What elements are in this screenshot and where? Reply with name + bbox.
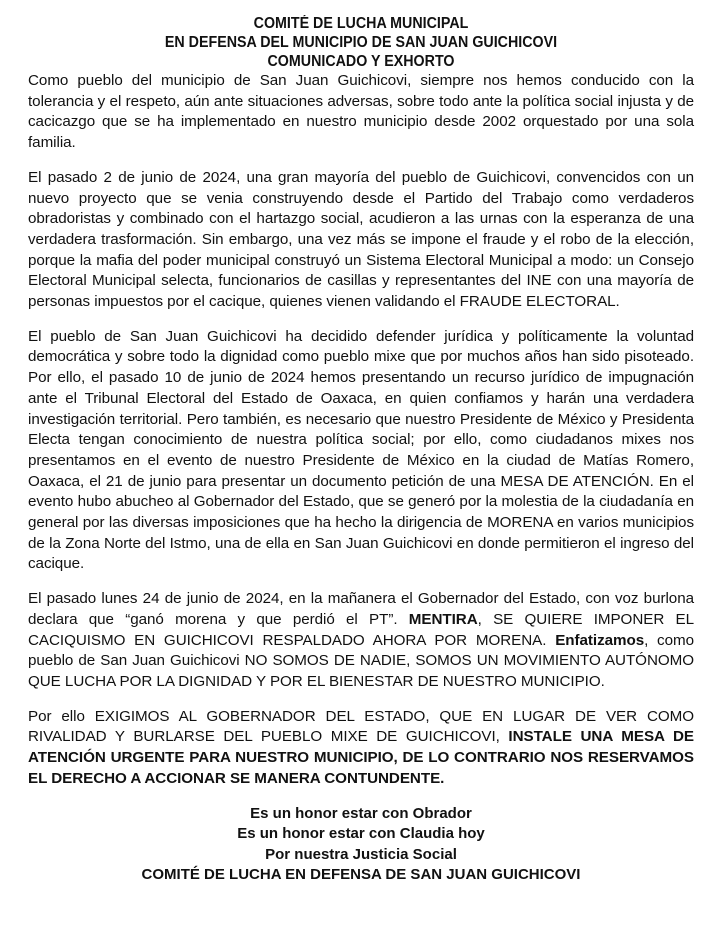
paragraph-defense: El pueblo de San Juan Guichicovi ha decidido defender jurídica y políticamente la voluntad democrática y sobre todo la dignidad como pueblo mixe que por muchos años han sido pisoteado. Por ello, el pasado 10 de junio de 2024 hemos presentando un recurso jurídico de impugnación ante el Tribunal Electoral del Estado de Oaxaca, en quien confiamos y harán una verdadera investigación territorial. Pero también, es necesario que nuestro Presidente de México y Presidenta Electa tengan conocimiento de nuestra política social; por ello, como ciudadanos mixes nos presentamos en el evento de nuestro Presidente de México en la ciudad de Matías Romero, Oaxaca, el 21 de junio para presentar un documento petición de una MESA DE ATENCIÓN. En el evento hubo abucheo al Gobernador del Estado, que se generó por la molestia de la ciudadanía en general por las diversas imposiciones que ha hecho la dirigencia de MORENA en varios municipios de la Zona Norte del Istmo, una de ella en San Juan Guichicovi en donde permitieron el ingreso del cacique. bbox=[28, 327, 694, 573]
paragraph-election: El pasado 2 de junio de 2024, una gran mayoría del pueblo de Guichicovi, convencidos con un nuevo proyecto que se venia construyendo desde el Partido del Trabajo como verdaderos obradoristas y combinado con el hartazgo social, acudieron a las urnas con la esperanza de una verdadera trasformación. Sin embargo, una vez más se impone el fraude y el robo de la elección, porque la mafia del poder municipal construyó un Sistema Electoral Municipal a modo: un Consejo Electoral Municipal selecta, funcionarios de casillas y representantes del INE con una mayoría de personas impuestos por el cacique, quienes vienen validando el FRAUDE ELECTORAL. bbox=[28, 168, 694, 311]
header-communique: COMUNICADO Y EXHORTO bbox=[267, 53, 455, 70]
paragraph-governor-text-a: El pasado lunes 24 de junio de 2024, en la mañanera el Gobernador del Estado, con voz burlona declara que “ganó morena y que perdió el PT”. bbox=[28, 590, 694, 628]
enfatizamos-emphasis: Enfatizamos bbox=[555, 631, 645, 649]
paragraph-governor-text-e: , como pueblo de San Juan Guichicovi NO SOMOS DE NADIE, SOMOS UN MOVIMIENTO AUTÓNOMO QUE LUCHA POR LA DIGNIDAD Y POR EL BIENESTAR DE NUESTRO MUNICIPIO. bbox=[28, 631, 694, 690]
paragraph-intro: Como pueblo del municipio de San Juan Guichicovi, siempre nos hemos conducido con la tolerancia y el respeto, aún ante situaciones adversas, sobre todo ante la política social injusta y de cacicazgo que se ha implementado en nuestro municipio desde 2002 orquestado por una sola familia. bbox=[28, 72, 694, 152]
mentira-emphasis: MENTIRA bbox=[408, 610, 478, 628]
closing-block bbox=[28, 804, 694, 886]
paragraph-governor-text-c: , SE QUIERE IMPONER EL CACIQUISMO EN GUICHICOVI RESPALDADO AHORA POR MORENA. bbox=[28, 610, 694, 649]
paragraph-governor bbox=[28, 589, 694, 693]
paragraph-demand bbox=[28, 707, 694, 790]
header-committee: COMITÉ DE LUCHA MUNICIPAL bbox=[253, 15, 469, 32]
header-defense: EN DEFENSA DEL MUNICIPIO DE SAN JUAN GUICHICOVI bbox=[164, 34, 558, 51]
document bbox=[28, 14, 694, 886]
closing-signature: COMITÉ DE LUCHA EN DEFENSA DE SAN JUAN GUICHICOVI bbox=[141, 866, 581, 883]
closing-line-justicia: Por nuestra Justicia Social bbox=[265, 845, 457, 863]
demand-emphasis: INSTALE UNA MESA DE ATENCIÓN URGENTE PARA NUESTRO MUNICIPIO, DE LO CONTRARIO NOS RESERVAMOS EL DERECHO A ACCIONAR SE MANERA CONTUNDENTE. bbox=[28, 728, 694, 787]
document-header bbox=[55, 14, 668, 71]
closing-line-claudia: Es un honor estar con Claudia hoy bbox=[237, 825, 485, 842]
paragraph-demand-text-a: Por ello EXIGIMOS AL GOBERNADOR DEL ESTADO, QUE EN LUGAR DE VER COMO RIVALIDAD Y BURLARSE DEL PUEBLO MIXE DE GUICHICOVI, bbox=[28, 707, 694, 746]
closing-line-obrador: Es un honor estar con Obrador bbox=[250, 804, 472, 822]
